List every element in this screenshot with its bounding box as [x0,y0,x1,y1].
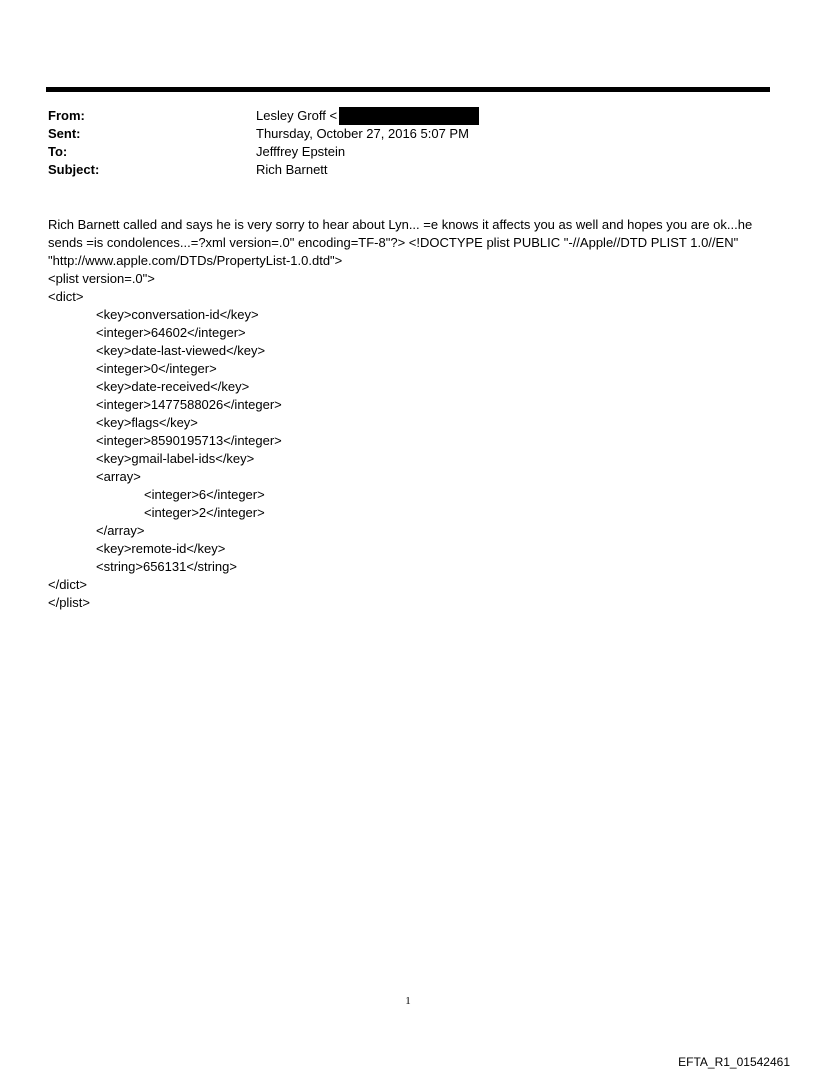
plist-line: <integer>1477588026</integer> [96,397,282,412]
document-id: EFTA_R1_01542461 [678,1055,790,1069]
plist-line: <key>remote-id</key> [96,541,226,556]
from-row [48,107,748,125]
redaction-block [339,107,479,125]
plist-line: <key>date-last-viewed</key> [96,343,266,358]
to-row [48,143,748,161]
plist-line: <integer>6</integer> [144,487,265,502]
plist-line: <plist version=.0"> [48,271,155,286]
from-name: Lesley Groff < [256,108,338,123]
email-body [48,216,778,270]
sent-value: Thursday, October 27, 2016 5:07 PM [256,126,469,141]
plist-line: <string>656131</string> [96,559,237,574]
body-paragraph: Rich Barnett called and says he is very sorry to hear about Lyn... =e knows it affects you as well and hopes you are ok...he sends =is condolences...=?xml version=.0" encoding=TF-8"?> <!DOCTYPE plist PUBLIC "-//Apple//DTD PLIST 1.0//EN" "http://www.apple.com/DTDs/PropertyList-1.0.dtd"> [48,217,753,268]
subject-value: Rich Barnett [256,162,328,177]
header-divider [46,87,770,92]
plist-line: </dict> [48,577,88,592]
plist-line: </array> [96,523,145,538]
plist-line: <dict> [48,289,84,304]
to-value: Jefffrey Epstein [256,144,346,159]
sent-row [48,125,748,143]
to-label: To: [48,144,68,159]
plist-line: <key>flags</key> [96,415,198,430]
email-header [48,107,748,179]
plist-line: <array> [96,469,141,484]
plist-line: <key>date-received</key> [96,379,250,394]
plist-line: <integer>8590195713</integer> [96,433,282,448]
subject-label: Subject: [48,162,100,177]
from-label: From: [48,108,85,123]
page-number: 1 [405,995,411,1007]
sent-label: Sent: [48,126,81,141]
plist-block [48,270,768,612]
plist-line: <integer>2</integer> [144,505,265,520]
plist-line: <integer>0</integer> [96,361,217,376]
plist-line: <key>gmail-label-ids</key> [96,451,255,466]
plist-line: <integer>64602</integer> [96,325,246,340]
plist-line: </plist> [48,595,90,610]
from-value [256,107,748,125]
plist-line: <key>conversation-id</key> [96,307,259,322]
subject-row [48,161,748,179]
